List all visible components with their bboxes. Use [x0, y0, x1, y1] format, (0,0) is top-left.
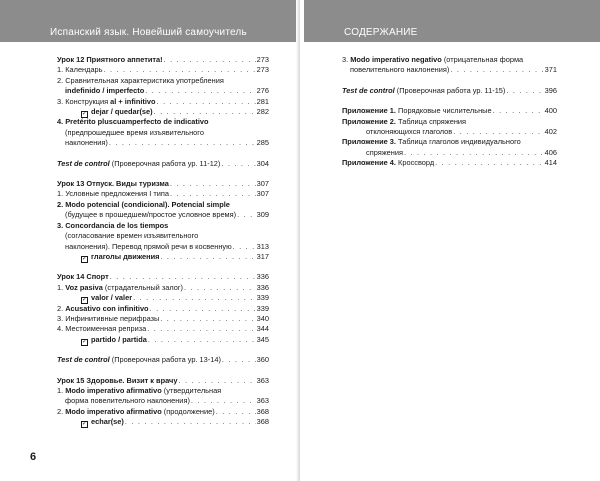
toc-entry-text: 1. [57, 385, 66, 395]
dot-leader [157, 97, 256, 107]
toc-entry-row [57, 314, 269, 324]
dot-leader [506, 86, 543, 96]
toc-entry-text: indefinido / imperfecto [65, 86, 145, 96]
toc-entry-row [57, 304, 269, 314]
toc-entry [57, 55, 269, 65]
toc-page-number: 345 [256, 334, 269, 344]
dot-leader [160, 314, 255, 324]
toc-entry-text: Кроссворд [395, 158, 435, 168]
toc-entry [57, 107, 269, 117]
toc-entry-line [57, 117, 269, 127]
toc-entry-text: Порядковые числительные [395, 106, 492, 116]
toc-entry-text: Modo imperativo negativo [350, 55, 442, 64]
toc-page-number: 344 [256, 324, 269, 334]
toc-entry-text: спряжения [366, 147, 403, 157]
checkbox-icon: ✓ [82, 338, 88, 345]
toc-entry [57, 386, 269, 407]
toc-entry [57, 376, 269, 386]
toc-entry-row [57, 179, 269, 189]
toc-entry-title [81, 252, 159, 262]
toc-entry-text: (Проверочная работа ур. 11-12) [109, 158, 221, 168]
toc-entry-text: Voz pasiva [65, 282, 103, 292]
toc-page-number: 396 [544, 85, 557, 95]
toc-entry-text: (предпрошедшее время изъявительного [65, 127, 204, 137]
toc-entry [57, 314, 269, 324]
section-spacer [57, 345, 269, 355]
toc-entry-text: 3. [342, 55, 351, 64]
toc-entry-title [57, 355, 221, 365]
toc-page-number: 285 [256, 138, 269, 148]
toc-entry-title [65, 396, 190, 406]
right-page [300, 0, 600, 481]
toc-right-column [342, 55, 557, 169]
toc-entry-text: 3. Инфинитивные перифразы [57, 313, 160, 323]
toc-page-number: 307 [256, 179, 269, 189]
toc-entry [57, 272, 269, 282]
vocab-entry: dejar / quedar(se) [91, 107, 153, 117]
dot-leader [435, 158, 543, 168]
dot-leader [170, 189, 256, 199]
toc-entry-title [81, 335, 147, 345]
toc-entry-text: наклонения) [65, 138, 108, 148]
toc-page-number: 309 [256, 210, 269, 220]
toc-entry-line [57, 128, 269, 138]
toc-entry [57, 117, 269, 148]
dot-leader [222, 355, 256, 365]
toc-entry-row [57, 283, 269, 293]
toc-entry-row [57, 97, 269, 107]
toc-entry [57, 324, 269, 334]
dot-leader [147, 324, 255, 334]
toc-page-number: 336 [256, 282, 269, 292]
dot-leader [160, 252, 255, 262]
toc-entry-text: 2. [57, 406, 66, 416]
toc-entry-title [57, 272, 109, 282]
toc-entry-text: 1. [57, 282, 66, 292]
toc-entry-title [57, 304, 149, 314]
toc-entry-title [366, 127, 452, 137]
toc-page-number: 276 [256, 86, 269, 96]
toc-entry-title [342, 158, 434, 168]
toc-page-number: 282 [256, 107, 269, 117]
toc-entry [57, 159, 269, 169]
toc-entry [57, 293, 269, 303]
toc-entry [342, 137, 557, 158]
toc-entry-text: 2. [57, 303, 66, 313]
toc-entry-title [81, 417, 124, 427]
toc-entry-row [57, 210, 269, 220]
dot-leader [164, 55, 256, 65]
dot-leader [170, 179, 256, 189]
dot-leader [104, 65, 256, 75]
toc-entry-title [81, 107, 153, 117]
toc-entry-row [57, 55, 269, 65]
toc-entry-title [57, 189, 169, 199]
toc-entry-line [342, 137, 557, 147]
dot-leader [148, 335, 256, 345]
toc-entry-title [57, 376, 177, 386]
toc-entry-text: (утвердительная [161, 385, 222, 395]
toc-entry-row [342, 106, 557, 116]
toc-page-number: 273 [256, 65, 269, 75]
toc-page-number: 273 [256, 55, 269, 64]
toc-page-number: 339 [256, 293, 269, 303]
toc-entry-row [57, 252, 269, 262]
toc-entry-line [342, 55, 557, 65]
toc-page-number: 307 [256, 189, 269, 199]
lesson-title: Урок 14 Спорт [57, 272, 109, 282]
toc-entry-text: (согласование времен изъявительного [65, 231, 199, 241]
dot-leader [237, 210, 256, 220]
toc-entry-text: Modo imperativo afirmativo [65, 385, 162, 395]
toc-entry-text: 4. Pretérito pluscuamperfecto de indicativo [57, 117, 209, 127]
toc-page-number: 400 [544, 106, 557, 116]
dot-leader [178, 376, 255, 386]
lesson-title: Урок 12 Приятного аппетита! [57, 55, 163, 64]
toc-entry-row [57, 272, 269, 282]
section-title: СОДЕРЖАНИЕ [344, 27, 418, 38]
toc-entry-text: наклонения). Перевод прямой речи в косвенную [65, 241, 232, 251]
checkbox-icon: ✓ [82, 111, 88, 118]
page-number: 6 [30, 451, 37, 463]
running-header-left [0, 0, 296, 42]
toc-entry-row [57, 159, 269, 169]
toc-entry-row [342, 86, 557, 96]
dot-leader [109, 138, 256, 148]
toc-entry-line [342, 117, 557, 127]
toc-entry-text: 1. Календарь [57, 65, 103, 75]
toc-entry-row [57, 107, 269, 117]
toc-entry-row [57, 293, 269, 303]
toc-page-number: 360 [256, 355, 269, 365]
section-spacer [342, 76, 557, 86]
checkbox-icon: ✓ [82, 297, 88, 304]
lesson-title: Урок 13 Отпуск. Виды туризма [57, 179, 169, 189]
dot-leader [453, 127, 543, 137]
toc-entry-text: 2. Сравнительная характеристика употребления [57, 75, 224, 85]
toc-entry-text: (отрицательная форма [441, 55, 524, 64]
test-title: Test de control [57, 158, 110, 168]
dot-leader [125, 417, 256, 427]
toc-entry-text: Acusativo con infinitivo [65, 303, 149, 313]
toc-entry-row [57, 324, 269, 334]
toc-entry-title [65, 86, 144, 96]
toc-entry-text: Таблица спряжения [395, 116, 467, 126]
section-spacer [57, 149, 269, 159]
lesson-title: Урок 15 Здоровье. Визит к врачу [57, 375, 178, 385]
test-title: Test de control [342, 85, 395, 95]
toc-entry [57, 335, 269, 345]
toc-entry-title [57, 97, 156, 107]
vocab-entry: valor / valer [91, 293, 133, 303]
toc-entry [57, 407, 269, 417]
toc-entry [57, 252, 269, 262]
dot-leader [216, 407, 256, 417]
dot-leader [233, 242, 256, 252]
toc-entry [57, 189, 269, 199]
toc-entry-text: форма повелительного наклонения) [65, 396, 190, 406]
toc-entry-title [350, 65, 449, 75]
toc-page-number: 340 [256, 313, 269, 323]
toc-entry-row [57, 86, 269, 96]
toc-entry-title [65, 210, 236, 220]
toc-entry-text: (страдательный залог) [102, 282, 184, 292]
checkbox-icon: ✓ [82, 255, 88, 262]
running-header-right [304, 0, 600, 42]
dot-leader [184, 283, 256, 293]
toc-entry-row [57, 417, 269, 427]
section-spacer [342, 96, 557, 106]
toc-entry [57, 417, 269, 427]
book-title: Испанский язык. Новейший самоучитель [50, 27, 247, 38]
toc-entry-text: 2. Modo potencial (condicional). Potencial simple [57, 199, 230, 209]
toc-entry-title [57, 179, 169, 189]
toc-entry [57, 65, 269, 75]
toc-entry-row [342, 127, 557, 137]
toc-entry-line [57, 76, 269, 86]
toc-entry-text: 4. Местоименная реприза [57, 324, 147, 334]
appendix-label: Приложение 2. [342, 116, 396, 126]
toc-entry-text: 3. Concordancia de los tiempos [57, 220, 169, 230]
toc-page-number: 402 [544, 127, 557, 137]
vocab-entry: echar(se) [91, 417, 124, 427]
appendix-label: Приложение 1. [342, 106, 396, 116]
toc-entry-line [57, 200, 269, 210]
dot-leader [133, 293, 256, 303]
toc-entry-title [57, 324, 146, 334]
dot-leader [221, 159, 255, 169]
toc-entry [57, 200, 269, 221]
toc-page-number: 339 [256, 303, 269, 313]
toc-page-number: 368 [256, 417, 269, 427]
toc-page-number: 363 [256, 396, 269, 406]
dot-leader [145, 86, 255, 96]
toc-entry-title [342, 106, 492, 116]
toc-entry-row [57, 65, 269, 75]
section-spacer [57, 169, 269, 179]
section-spacer [57, 366, 269, 376]
toc-entry-title [65, 138, 108, 148]
toc-page-number: 317 [256, 251, 269, 261]
toc-left-column [57, 55, 269, 428]
toc-entry-text: повелительного наклонения) [350, 65, 450, 75]
checkbox-icon: ✓ [82, 421, 88, 428]
toc-entry-row [342, 65, 557, 75]
toc-entry [342, 86, 557, 96]
toc-entry-row [342, 148, 557, 158]
toc-entry-title [57, 314, 159, 324]
toc-page-number: 281 [256, 96, 269, 106]
toc-entry [57, 355, 269, 365]
toc-entry-title [57, 65, 103, 75]
toc-entry-title [57, 407, 215, 417]
toc-entry [57, 221, 269, 252]
toc-entry [342, 106, 557, 116]
toc-entry [57, 97, 269, 107]
toc-page-number: 368 [256, 406, 269, 416]
toc-entry-line [57, 221, 269, 231]
toc-entry-text: (продолжение) [161, 406, 215, 416]
toc-entry-row [57, 335, 269, 345]
toc-entry-text: отклоняющихся глаголов [366, 127, 453, 137]
toc-entry-title [366, 148, 403, 158]
toc-entry-text: (Проверочная работа ур. 13-14) [109, 355, 221, 365]
dot-leader [191, 396, 256, 406]
toc-entry-row [57, 138, 269, 148]
toc-entry-row [57, 376, 269, 386]
toc-entry [342, 117, 557, 138]
appendix-label: Приложение 4. [342, 158, 396, 168]
toc-entry [57, 179, 269, 189]
toc-entry-title [81, 293, 132, 303]
toc-entry-text: al + infinitivo [110, 96, 156, 106]
toc-entry-title [57, 283, 183, 293]
toc-page-number: 406 [544, 147, 557, 157]
toc-page-number: 363 [256, 375, 269, 385]
toc-entry-title [57, 55, 163, 65]
toc-page-number: 313 [256, 241, 269, 251]
toc-entry-line [57, 231, 269, 241]
vocab-entry: глаголы движения [91, 251, 160, 261]
toc-entry-title [342, 86, 505, 96]
toc-entry-row [57, 407, 269, 417]
toc-entry-row [57, 396, 269, 406]
test-title: Test de control [57, 355, 110, 365]
toc-entry-row [57, 242, 269, 252]
dot-leader [110, 272, 256, 282]
dot-leader [154, 107, 256, 117]
toc-page-number: 414 [544, 158, 557, 168]
toc-entry-text: (будущее в прошедшем/простое условное время) [65, 210, 237, 220]
dot-leader [493, 106, 544, 116]
toc-entry [57, 283, 269, 293]
toc-entry-text: 3. Конструкция [57, 96, 111, 106]
toc-entry-row [342, 158, 557, 168]
toc-entry [57, 304, 269, 314]
dot-leader [450, 65, 543, 75]
toc-entry-text: Modo imperativo afirmativo [65, 406, 162, 416]
appendix-label: Приложение 3. [342, 137, 396, 147]
vocab-entry: partido / partida [91, 334, 147, 344]
section-spacer [57, 262, 269, 272]
toc-entry [57, 76, 269, 97]
toc-page-number: 304 [256, 158, 269, 168]
toc-entry-text: 1. Условные предложения I типа [57, 189, 169, 199]
toc-entry-row [57, 189, 269, 199]
toc-entry-title [65, 242, 232, 252]
toc-entry [342, 55, 557, 76]
toc-entry-line [57, 386, 269, 396]
toc-entry-title [57, 159, 220, 169]
dot-leader [150, 304, 256, 314]
toc-entry-text: (Проверочная работа ур. 11-15) [394, 85, 506, 95]
toc-page-number: 336 [256, 272, 269, 282]
toc-entry [342, 158, 557, 168]
toc-entry-row [57, 355, 269, 365]
toc-page-number: 371 [544, 65, 557, 75]
dot-leader [404, 148, 544, 158]
toc-entry-text: Таблица глаголов индивидуального [395, 137, 521, 147]
